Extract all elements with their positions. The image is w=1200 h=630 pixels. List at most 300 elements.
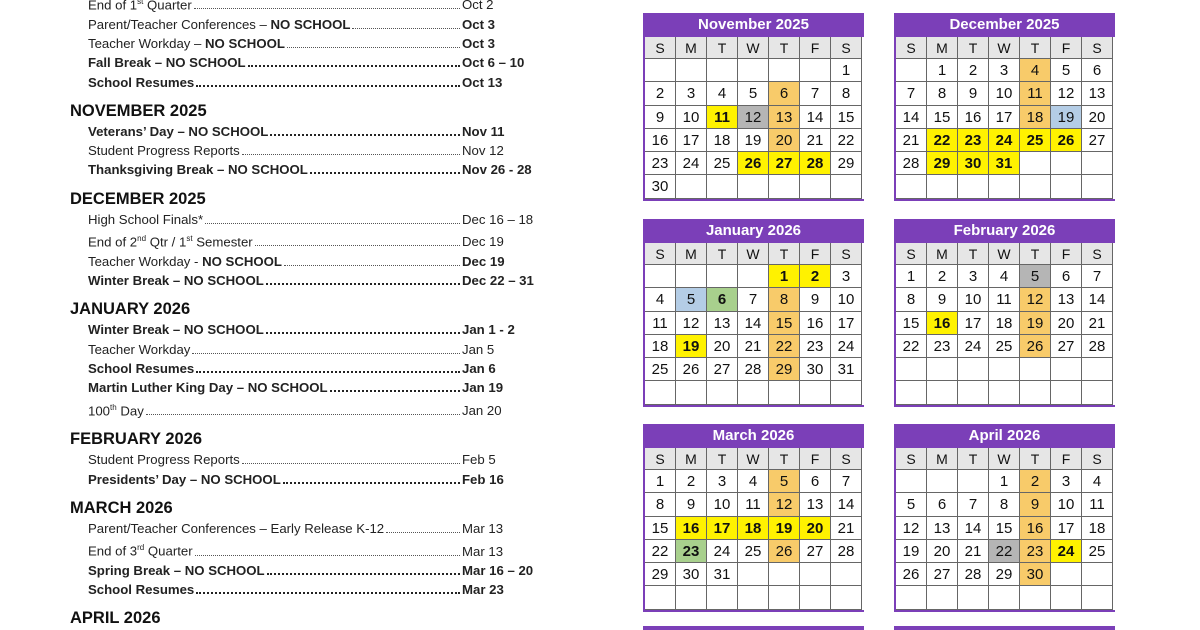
weekday-header: T bbox=[707, 243, 738, 265]
event-row bbox=[88, 53, 540, 72]
event-row bbox=[88, 252, 540, 271]
leader-dots bbox=[270, 134, 460, 136]
leader-dots bbox=[196, 85, 460, 87]
calendar-day: 3 bbox=[1051, 470, 1082, 493]
calendar-empty-cell bbox=[1082, 175, 1113, 198]
calendar-day: 2 bbox=[927, 265, 958, 288]
event-label: Parent/Teacher Conferences – Early Release K-12 bbox=[88, 520, 385, 536]
calendar-empty-cell bbox=[1051, 152, 1082, 175]
calendar-empty-cell bbox=[800, 175, 831, 198]
next-calendar-header bbox=[643, 626, 864, 630]
calendar-day: 20 bbox=[707, 335, 738, 358]
calendar-day: 3 bbox=[707, 470, 738, 493]
calendar-day: 21 bbox=[738, 335, 769, 358]
event-label: Teacher Workday – NO SCHOOL bbox=[88, 35, 285, 51]
leader-dots bbox=[146, 414, 460, 415]
event-label: Winter Break – NO SCHOOL bbox=[88, 273, 264, 289]
calendar-day: 25 bbox=[1082, 540, 1113, 563]
weekday-header: W bbox=[738, 37, 769, 59]
calendar-border bbox=[643, 405, 864, 407]
weekday-header: T bbox=[707, 448, 738, 470]
month-section bbox=[70, 608, 550, 628]
calendar-day: 22 bbox=[896, 335, 927, 358]
calendar-empty-cell bbox=[1082, 152, 1113, 175]
calendar-empty-cell bbox=[800, 381, 831, 404]
event-label: Martin Luther King Day – NO SCHOOL bbox=[88, 380, 328, 396]
event-date: Mar 23 bbox=[462, 582, 504, 598]
event-row bbox=[88, 519, 540, 538]
calendar-day: 18 bbox=[707, 129, 738, 152]
calendar-day: 8 bbox=[989, 493, 1020, 516]
calendar-empty-cell bbox=[676, 175, 707, 198]
calendar-day: 3 bbox=[676, 82, 707, 105]
calendar-day: 28 bbox=[831, 540, 862, 563]
month-heading: FEBRUARY 2026 bbox=[70, 430, 203, 449]
calendar-day: 31 bbox=[707, 563, 738, 586]
calendar-empty-cell bbox=[738, 175, 769, 198]
event-row bbox=[88, 271, 540, 290]
calendar-day: 4 bbox=[738, 470, 769, 493]
calendar-day: 9 bbox=[958, 82, 989, 105]
calendar-day: 23 bbox=[1020, 540, 1051, 563]
calendar-day: 3 bbox=[831, 265, 862, 288]
calendar-day: 21 bbox=[1082, 312, 1113, 335]
calendar-day: 18 bbox=[645, 335, 676, 358]
calendar-day: 26 bbox=[1051, 129, 1082, 152]
leader-dots bbox=[266, 283, 460, 285]
weekday-header: W bbox=[989, 243, 1020, 265]
calendar-day: 27 bbox=[800, 540, 831, 563]
weekday-header: M bbox=[676, 243, 707, 265]
calendar-day: 29 bbox=[927, 152, 958, 175]
leader-dots bbox=[352, 28, 460, 29]
calendar-empty-cell bbox=[927, 381, 958, 404]
calendar-day: 18 bbox=[1082, 517, 1113, 540]
calendar-grid bbox=[643, 243, 864, 405]
calendar-day: 10 bbox=[989, 82, 1020, 105]
weekday-header: S bbox=[1082, 37, 1113, 59]
calendar-empty-cell bbox=[896, 586, 927, 609]
calendar-empty-cell bbox=[800, 563, 831, 586]
calendar-day: 11 bbox=[738, 493, 769, 516]
event-label: School Resumes bbox=[88, 74, 195, 90]
calendar-day: 30 bbox=[676, 563, 707, 586]
calendar-empty-cell bbox=[738, 59, 769, 82]
calendar-day: 15 bbox=[769, 312, 800, 335]
calendar-day: 20 bbox=[769, 129, 800, 152]
event-label: School Resumes bbox=[88, 360, 195, 376]
event-label: Fall Break – NO SCHOOL bbox=[88, 55, 246, 71]
event-label: 100th Day bbox=[88, 402, 144, 418]
weekday-header: S bbox=[645, 37, 676, 59]
event-date: Mar 16 – 20 bbox=[462, 562, 534, 578]
calendar-day: 22 bbox=[769, 335, 800, 358]
event-date: Feb 5 bbox=[462, 452, 496, 468]
event-row bbox=[88, 141, 540, 160]
calendar-day: 2 bbox=[676, 470, 707, 493]
calendar-day: 17 bbox=[989, 106, 1020, 129]
calendar-day: 8 bbox=[645, 493, 676, 516]
weekday-header: W bbox=[989, 37, 1020, 59]
calendar-day: 9 bbox=[800, 288, 831, 311]
calendar-day: 14 bbox=[896, 106, 927, 129]
weekday-header: T bbox=[707, 37, 738, 59]
month-calendar bbox=[894, 424, 1115, 612]
event-label: Teacher Workday - NO SCHOOL bbox=[88, 253, 282, 269]
event-date: Dec 19 bbox=[462, 234, 504, 250]
calendar-day: 5 bbox=[896, 493, 927, 516]
calendar-day: 16 bbox=[645, 129, 676, 152]
calendar-empty-cell bbox=[738, 563, 769, 586]
calendar-empty-cell bbox=[927, 358, 958, 381]
event-date: Feb 16 bbox=[462, 471, 504, 487]
calendar-title: March 2026 bbox=[643, 424, 864, 448]
event-row bbox=[88, 450, 540, 469]
calendar-day: 22 bbox=[645, 540, 676, 563]
calendar-day: 6 bbox=[927, 493, 958, 516]
event-label: Veterans’ Day – NO SCHOOL bbox=[88, 123, 269, 139]
calendar-empty-cell bbox=[1082, 586, 1113, 609]
calendar-day: 12 bbox=[769, 493, 800, 516]
event-label: End of 3rd Quarter bbox=[88, 543, 193, 559]
next-calendar-header bbox=[894, 626, 1115, 630]
calendar-empty-cell bbox=[676, 59, 707, 82]
month-calendar bbox=[894, 219, 1115, 407]
calendar-day: 8 bbox=[896, 288, 927, 311]
calendar-empty-cell bbox=[1082, 358, 1113, 381]
calendar-empty-cell bbox=[896, 470, 927, 493]
month-section bbox=[70, 299, 550, 420]
calendar-empty-cell bbox=[738, 586, 769, 609]
calendar-day: 7 bbox=[800, 82, 831, 105]
calendar-empty-cell bbox=[645, 381, 676, 404]
leader-dots bbox=[196, 592, 460, 594]
calendar-day: 13 bbox=[1051, 288, 1082, 311]
calendar-day: 19 bbox=[676, 335, 707, 358]
event-date: Jan 20 bbox=[462, 402, 502, 418]
calendar-day: 23 bbox=[927, 335, 958, 358]
weekday-header: M bbox=[927, 37, 958, 59]
calendar-day: 30 bbox=[645, 175, 676, 198]
calendar-day: 31 bbox=[831, 358, 862, 381]
calendar-day: 27 bbox=[1082, 129, 1113, 152]
month-heading: JANUARY 2026 bbox=[70, 300, 191, 319]
calendar-day: 10 bbox=[831, 288, 862, 311]
calendar-day: 4 bbox=[989, 265, 1020, 288]
calendar-day: 10 bbox=[707, 493, 738, 516]
calendar-day: 12 bbox=[896, 517, 927, 540]
calendar-day: 8 bbox=[769, 288, 800, 311]
calendar-day: 24 bbox=[1051, 540, 1082, 563]
leader-dots bbox=[242, 154, 460, 155]
month-calendar bbox=[894, 13, 1115, 201]
event-date: Nov 12 bbox=[462, 143, 504, 159]
calendar-day: 5 bbox=[738, 82, 769, 105]
calendar-empty-cell bbox=[896, 381, 927, 404]
calendar-day: 10 bbox=[958, 288, 989, 311]
weekday-header: F bbox=[1051, 37, 1082, 59]
weekday-header: F bbox=[800, 243, 831, 265]
calendar-day: 18 bbox=[1020, 106, 1051, 129]
event-row bbox=[88, 561, 540, 580]
calendar-day: 11 bbox=[707, 106, 738, 129]
calendar-empty-cell bbox=[1020, 586, 1051, 609]
event-row bbox=[88, 378, 540, 397]
weekday-header: T bbox=[958, 243, 989, 265]
calendar-day: 22 bbox=[927, 129, 958, 152]
leader-dots bbox=[266, 332, 460, 334]
calendar-day: 19 bbox=[896, 540, 927, 563]
weekday-header: M bbox=[927, 243, 958, 265]
calendar-day: 15 bbox=[645, 517, 676, 540]
calendar-empty-cell bbox=[831, 381, 862, 404]
calendar-empty-cell bbox=[800, 59, 831, 82]
calendar-day: 28 bbox=[800, 152, 831, 175]
calendar-day: 6 bbox=[1051, 265, 1082, 288]
calendar-grid bbox=[894, 448, 1115, 610]
calendar-day: 30 bbox=[958, 152, 989, 175]
calendar-day: 20 bbox=[927, 540, 958, 563]
calendar-day: 2 bbox=[1020, 470, 1051, 493]
calendar-day: 24 bbox=[676, 152, 707, 175]
calendar-day: 1 bbox=[896, 265, 927, 288]
calendar-grid bbox=[643, 448, 864, 610]
calendar-day: 4 bbox=[645, 288, 676, 311]
month-heading: DECEMBER 2025 bbox=[70, 189, 206, 208]
calendar-day: 1 bbox=[989, 470, 1020, 493]
month-heading: MARCH 2026 bbox=[70, 498, 173, 517]
calendar-empty-cell bbox=[958, 358, 989, 381]
calendar-day: 18 bbox=[989, 312, 1020, 335]
calendar-empty-cell bbox=[989, 175, 1020, 198]
leader-dots bbox=[255, 245, 460, 246]
calendar-day: 8 bbox=[927, 82, 958, 105]
event-date: Nov 11 bbox=[462, 123, 505, 139]
calendar-day: 15 bbox=[989, 517, 1020, 540]
calendar-title: February 2026 bbox=[894, 219, 1115, 243]
weekday-header: S bbox=[831, 37, 862, 59]
event-date: Mar 13 bbox=[462, 520, 504, 536]
calendar-empty-cell bbox=[958, 175, 989, 198]
calendar-day: 5 bbox=[769, 470, 800, 493]
calendar-empty-cell bbox=[896, 358, 927, 381]
calendar-empty-cell bbox=[1051, 586, 1082, 609]
calendar-day: 20 bbox=[1051, 312, 1082, 335]
event-row bbox=[88, 320, 540, 339]
calendar-day: 12 bbox=[1051, 82, 1082, 105]
calendar-empty-cell bbox=[989, 586, 1020, 609]
calendar-day: 26 bbox=[1020, 335, 1051, 358]
calendar-border bbox=[894, 405, 1115, 407]
calendar-day: 16 bbox=[676, 517, 707, 540]
calendar-day: 27 bbox=[769, 152, 800, 175]
calendar-empty-cell bbox=[769, 586, 800, 609]
calendar-day: 17 bbox=[676, 129, 707, 152]
calendar-day: 19 bbox=[1051, 106, 1082, 129]
calendar-day: 6 bbox=[800, 470, 831, 493]
event-label: Student Progress Reports bbox=[88, 143, 240, 159]
leader-dots bbox=[195, 555, 460, 556]
leader-dots bbox=[267, 573, 460, 575]
calendar-day: 24 bbox=[831, 335, 862, 358]
calendar-day: 8 bbox=[831, 82, 862, 105]
weekday-header: S bbox=[1082, 243, 1113, 265]
calendar-day: 23 bbox=[676, 540, 707, 563]
calendar-day: 29 bbox=[769, 358, 800, 381]
event-row bbox=[88, 580, 540, 599]
calendar-day: 24 bbox=[958, 335, 989, 358]
month-heading: APRIL 2026 bbox=[70, 609, 161, 628]
calendar-day: 7 bbox=[958, 493, 989, 516]
event-row bbox=[88, 73, 540, 92]
leader-dots bbox=[386, 532, 460, 533]
calendar-day: 12 bbox=[738, 106, 769, 129]
event-date: Jan 19 bbox=[462, 380, 504, 396]
leader-dots bbox=[196, 371, 460, 373]
calendar-day: 16 bbox=[958, 106, 989, 129]
calendar-day: 22 bbox=[989, 540, 1020, 563]
leader-dots bbox=[284, 265, 460, 266]
calendar-day: 13 bbox=[707, 312, 738, 335]
calendar-day: 17 bbox=[1051, 517, 1082, 540]
calendar-border bbox=[894, 610, 1115, 612]
calendar-empty-cell bbox=[800, 586, 831, 609]
weekday-header: S bbox=[896, 448, 927, 470]
weekday-header: T bbox=[769, 243, 800, 265]
calendar-day: 15 bbox=[831, 106, 862, 129]
calendar-day: 3 bbox=[958, 265, 989, 288]
calendar-grid bbox=[894, 243, 1115, 405]
leader-dots bbox=[205, 223, 460, 224]
calendar-empty-cell bbox=[1020, 152, 1051, 175]
calendar-day: 19 bbox=[1020, 312, 1051, 335]
calendar-empty-cell bbox=[645, 265, 676, 288]
weekday-header: T bbox=[958, 37, 989, 59]
calendar-day: 14 bbox=[1082, 288, 1113, 311]
event-row bbox=[88, 0, 540, 15]
calendar-day: 23 bbox=[958, 129, 989, 152]
event-date: Oct 3 bbox=[462, 35, 495, 51]
calendar-empty-cell bbox=[1020, 175, 1051, 198]
calendar-day: 6 bbox=[769, 82, 800, 105]
calendar-day: 22 bbox=[831, 129, 862, 152]
calendar-day: 17 bbox=[831, 312, 862, 335]
event-label: End of 2nd Qtr / 1st Semester bbox=[88, 234, 253, 250]
month-section bbox=[70, 101, 550, 180]
leader-dots bbox=[248, 65, 460, 67]
calendar-day: 12 bbox=[1020, 288, 1051, 311]
event-label: Parent/Teacher Conferences – NO SCHOOL bbox=[88, 16, 351, 32]
calendar-empty-cell bbox=[707, 381, 738, 404]
calendar-day: 10 bbox=[676, 106, 707, 129]
calendar-empty-cell bbox=[738, 265, 769, 288]
event-date: Oct 2 bbox=[462, 0, 494, 13]
event-date: Oct 3 bbox=[462, 16, 495, 32]
event-row bbox=[88, 340, 540, 359]
calendar-day: 26 bbox=[738, 152, 769, 175]
weekday-header: M bbox=[676, 448, 707, 470]
calendar-day: 11 bbox=[989, 288, 1020, 311]
event-date: Oct 13 bbox=[462, 74, 503, 90]
calendar-day: 27 bbox=[1051, 335, 1082, 358]
calendar-day: 9 bbox=[676, 493, 707, 516]
calendar-day: 7 bbox=[896, 82, 927, 105]
calendar-day: 25 bbox=[989, 335, 1020, 358]
calendar-day: 6 bbox=[707, 288, 738, 311]
calendar-day: 9 bbox=[1020, 493, 1051, 516]
calendar-day: 31 bbox=[989, 152, 1020, 175]
calendar-day: 10 bbox=[1051, 493, 1082, 516]
calendar-title: April 2026 bbox=[894, 424, 1115, 448]
calendar-day: 21 bbox=[800, 129, 831, 152]
month-section bbox=[70, 189, 550, 291]
event-row bbox=[88, 122, 540, 141]
event-date: Oct 6 – 10 bbox=[462, 55, 525, 71]
event-date: Dec 22 – 31 bbox=[462, 273, 534, 289]
month-calendar bbox=[643, 13, 864, 201]
leader-dots bbox=[330, 390, 460, 392]
calendar-day: 25 bbox=[707, 152, 738, 175]
event-row bbox=[88, 34, 540, 53]
calendar-day: 13 bbox=[769, 106, 800, 129]
calendar-day: 20 bbox=[800, 517, 831, 540]
calendar-day: 11 bbox=[1020, 82, 1051, 105]
calendar-empty-cell bbox=[707, 586, 738, 609]
calendar-empty-cell bbox=[769, 381, 800, 404]
calendar-day: 27 bbox=[707, 358, 738, 381]
calendar-day: 1 bbox=[645, 470, 676, 493]
calendar-empty-cell bbox=[989, 381, 1020, 404]
calendar-day: 14 bbox=[831, 493, 862, 516]
calendar-day: 24 bbox=[989, 129, 1020, 152]
calendar-title: January 2026 bbox=[643, 219, 864, 243]
calendar-empty-cell bbox=[645, 59, 676, 82]
calendar-empty-cell bbox=[769, 59, 800, 82]
calendar-empty-cell bbox=[769, 563, 800, 586]
calendar-title: November 2025 bbox=[643, 13, 864, 37]
event-row bbox=[88, 470, 540, 489]
calendar-day: 15 bbox=[927, 106, 958, 129]
event-label: Presidents’ Day – NO SCHOOL bbox=[88, 471, 281, 487]
calendar-day: 19 bbox=[738, 129, 769, 152]
calendar-day: 25 bbox=[738, 540, 769, 563]
calendar-day: 7 bbox=[831, 470, 862, 493]
weekday-header: F bbox=[800, 448, 831, 470]
weekday-header: W bbox=[989, 448, 1020, 470]
calendar-empty-cell bbox=[707, 175, 738, 198]
event-date: Jan 1 - 2 bbox=[462, 322, 515, 338]
calendar-day: 16 bbox=[800, 312, 831, 335]
calendar-day: 11 bbox=[1082, 493, 1113, 516]
calendar-day: 1 bbox=[927, 59, 958, 82]
leader-dots bbox=[283, 482, 460, 484]
calendar-day: 14 bbox=[958, 517, 989, 540]
calendar-day: 2 bbox=[800, 265, 831, 288]
weekday-header: M bbox=[676, 37, 707, 59]
event-label: High School Finals* bbox=[88, 211, 204, 227]
calendar-empty-cell bbox=[676, 265, 707, 288]
calendar-day: 14 bbox=[800, 106, 831, 129]
calendar-empty-cell bbox=[738, 381, 769, 404]
calendar-empty-cell bbox=[1082, 563, 1113, 586]
calendar-empty-cell bbox=[896, 175, 927, 198]
event-row bbox=[88, 398, 540, 421]
calendar-empty-cell bbox=[645, 586, 676, 609]
calendar-empty-cell bbox=[676, 586, 707, 609]
calendar-day: 4 bbox=[707, 82, 738, 105]
calendar-day: 21 bbox=[896, 129, 927, 152]
calendar-border bbox=[643, 610, 864, 612]
